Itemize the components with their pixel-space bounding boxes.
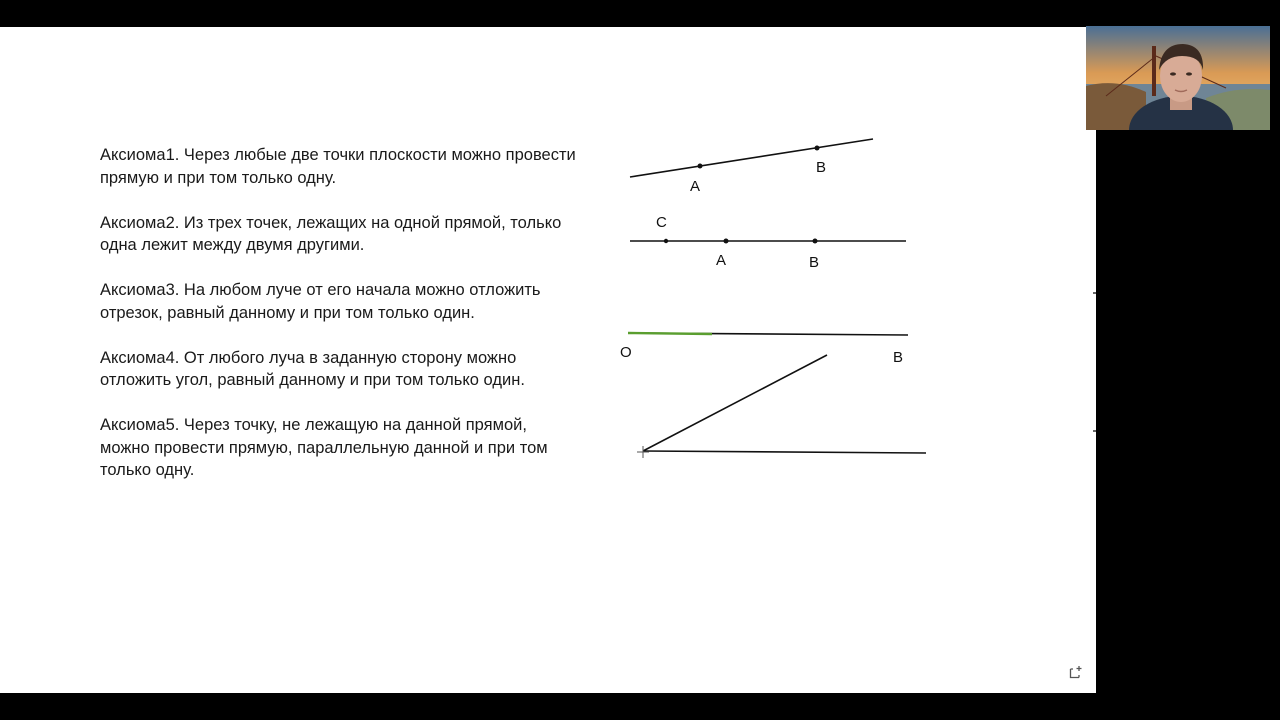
label-o: O: [620, 344, 632, 361]
crosshair-cursor-icon: [637, 446, 649, 458]
point-a: [724, 239, 729, 244]
label-b: B: [893, 349, 904, 366]
axiom-2: Аксиома2. Из трех точек, лежащих на одной прямой, только одна лежит между двумя другими.: [100, 213, 562, 254]
label-b: B: [816, 159, 827, 176]
scroll-marker: [1093, 292, 1096, 294]
sketch-angle: [637, 355, 926, 458]
axiom-4: Аксиома4. От любого луча в заданную сторону можно отложить угол, равный данному и при том только один.: [100, 348, 525, 389]
whiteboard-canvas[interactable]: [0, 27, 1096, 693]
label-c: C: [656, 214, 667, 231]
presenter-video: [1086, 26, 1270, 130]
point-a: [698, 164, 703, 169]
sketch-collinear-points: [630, 214, 906, 271]
axiom-1: Аксиома1. Через любые две точки плоскости можно провести прямую и при том только одну.: [100, 146, 576, 187]
label-b: B: [809, 254, 820, 271]
presenter-webcam: [1086, 26, 1270, 130]
label-a: A: [690, 178, 701, 195]
point-b: [815, 146, 820, 151]
expand-button[interactable]: [1068, 664, 1084, 680]
point-c: [664, 239, 668, 243]
label-a: A: [716, 252, 727, 269]
sketch-layer: [0, 27, 1096, 693]
scroll-marker: [1093, 430, 1096, 432]
highlighted-segment: [628, 333, 712, 334]
sketch-ray-ob: [620, 333, 908, 366]
point-b: [813, 239, 818, 244]
axiom-3: Аксиома3. На любом луче от его начала можно отложить отрезок, равный данному и при том только один.: [100, 281, 541, 322]
axiom-5: Аксиома5. Через точку, не лежащую на данной прямой, можно провести прямую, параллельную данной и при том только одну.: [100, 416, 548, 479]
expand-icon: [1068, 664, 1084, 680]
sketch-line-ab: [630, 139, 873, 195]
